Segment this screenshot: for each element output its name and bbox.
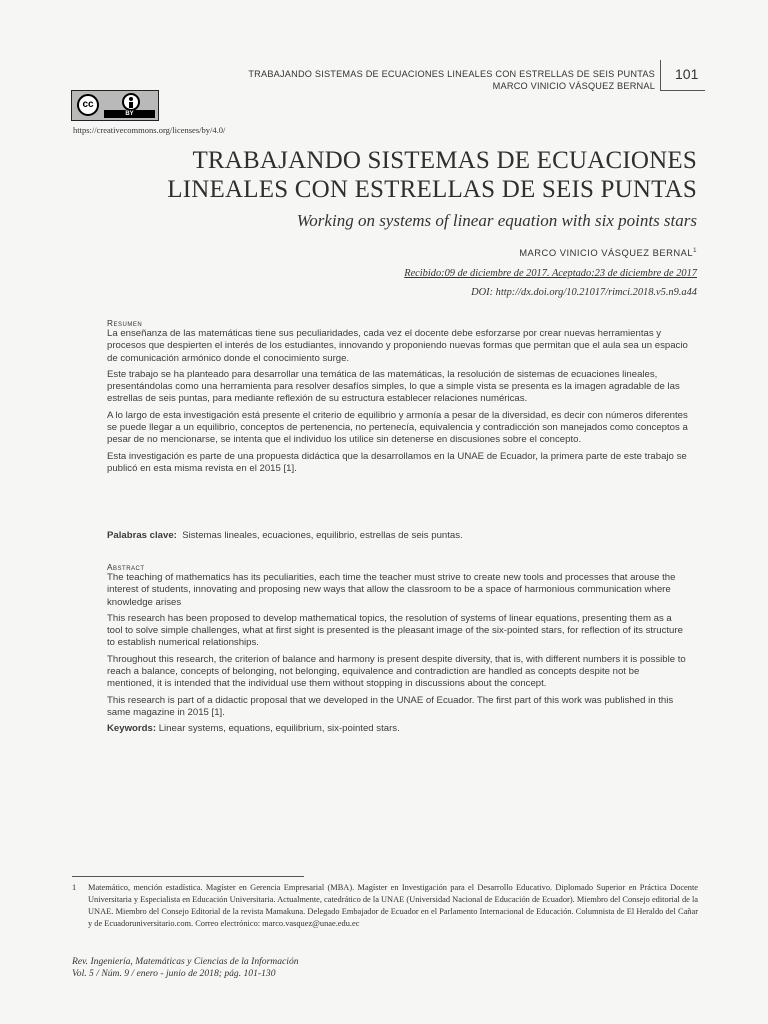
keywords-text: Linear systems, equations, equilibrium, six-pointed stars. [158, 723, 400, 735]
author-footnote-mark: 1 [693, 247, 697, 254]
author-name: MARCO VINICIO VÁSQUEZ BERNAL [519, 247, 694, 258]
article-title-line-2: LINEALES CON ESTRELLAS DE SEIS PUNTAS [167, 176, 697, 203]
abstract-heading: Abstract [107, 562, 145, 572]
footnote-text: Matemático, mención estadística. Magíster en Gerencia Empresarial (MBA). Magíster en Investigación para el Desarrollo Educativo. Diplomado Superior en Práctica Docente Universitaria y Especialista en Educación Universitaria. Actualmente, catedrático de la UNAE (Universidad Nacional de Educación de Ecuador). Miembro del Consejo editorial de la UNAE. Miembro del Consejo Editorial de la revista Mamakuna. Delegado Embajador de Ecuador en el Parlamento Internacional de Educación. Columnista de El Heraldo del Cañar y de Ecuadoruniversitario.com. Correo electrónico: marco.vasquez@unae.edu.ec [88, 883, 698, 928]
keywords-label: Keywords: [107, 723, 157, 735]
by-label: BY [104, 110, 155, 118]
license-url-link[interactable]: https://creativecommons.org/licenses/by/4.0/ [73, 125, 226, 135]
abstract-paragraph: The teaching of mathematics has its peculiarities, each time the teacher must strive to create new tools and processes that arouse the interest of students, innovating and proposing new ways that allow the classroom to be a space of harmonious communication where knowledge arises [107, 572, 676, 608]
received-accepted-dates: Recibido:09 de diciembre de 2017. Aceptado:23 de diciembre de 2017 [404, 268, 697, 279]
footnote [72, 882, 698, 930]
page-number: 101 [675, 66, 699, 82]
journal-citation [72, 956, 299, 980]
article-title-english: Working on systems of linear equation with six points stars [296, 211, 697, 230]
resumen-paragraph: Esta investigación es parte de una propuesta didáctica que la desarrollamos en la UNAE de Ecuador, la primera parte de este trabajo se publicó en esta misma revista en el 2015 [1]. [107, 450, 687, 474]
palabras-clave-text: Sistemas lineales, ecuaciones, equilibrio, estrellas de seis puntas. [182, 530, 463, 541]
cc-icon: cc [77, 94, 99, 116]
attribution-person-icon [122, 93, 140, 111]
article-title [100, 146, 697, 204]
palabras-clave [107, 530, 689, 541]
author-line [519, 247, 697, 258]
resumen-paragraph: A lo largo de esta investigación está presente el criterio de equilibrio y armonía a pesar de la diversidad, es decir con números diferentes se puede llegar a un equilibrio, conceptos de pertenencia, no pertenecía, equivalencia y contradicción son manejados como conceptos a pesar de no mencionarse, se intenta que el individuo los utilice sin detenerse en discusiones sobre el concepto. [107, 409, 688, 446]
running-head-title: TRABAJANDO SISTEMAS DE ECUACIONES LINEALES CON ESTRELLAS DE SEIS PUNTAS [248, 69, 655, 79]
article-title-line-1: TRABAJANDO SISTEMAS DE ECUACIONES [192, 147, 697, 174]
abstract-paragraph: This research has been proposed to develop mathematical topics, the resolution of systems of linear equations, presenting them as a tool to solve simple challenges, what at first sight is presented is the pleasant image of the six-pointed stars, for reflection of its structure to establish numerical relationships. [107, 612, 683, 649]
abstract-paragraph: This research is part of a didactic proposal that we developed in the UNAE of Ecuador. The first part of this work was published in this same magazine in 2015 [1]. [107, 694, 674, 718]
resumen-heading: Resumen [107, 318, 143, 328]
running-head [248, 68, 655, 92]
doi-link[interactable]: DOI: http://dx.doi.org/10.21017/rimci.2018.v5.n9.a44 [471, 287, 697, 298]
resumen-section [107, 318, 689, 479]
footnote-divider [72, 876, 304, 877]
abstract-paragraph: Throughout this research, the criterion of balance and harmony is present despite diversity, that is, with different numbers it is possible to reach a balance, concepts of belonging, not belonging, equivalence and contradiction are handled as concepts despite not be mentioned, it is intended that the individual use them without stopping in discussions about the concept. [107, 653, 686, 690]
footnote-number: 1 [72, 883, 77, 892]
abstract-section [107, 562, 689, 734]
page-number-box [660, 60, 705, 91]
cc-by-license-badge[interactable] [71, 90, 159, 121]
journal-volume: Vol. 5 / Núm. 9 / enero - junio de 2018; pág. 101-130 [72, 968, 276, 979]
journal-name: Rev. Ingeniería, Matemáticas y Ciencias de la Información [72, 956, 299, 967]
resumen-paragraph: La enseñanza de las matemáticas tiene sus peculiaridades, cada vez el docente debe esforzarse por crear nuevas herramientas y procesos que despierten el interés de los estudiantes, innovando y proponiendo nuevas formas que permitan que el aula sea un espacio de comunicación armónico donde el conocimiento surge. [107, 328, 688, 364]
resumen-paragraph: Este trabajo se ha planteado para desarrollar una temática de las matemáticas, la resolución de sistemas de ecuaciones lineales, presentándolas como una herramienta para resolver desafíos simples, lo que a simple vista se presenta es la imagen agradable de las estrellas de seis puntas, para mediante reflexión de su estructura establecer relaciones numéricas. [107, 368, 680, 405]
palabras-clave-label: Palabras clave: [107, 530, 177, 541]
running-head-author: MARCO VINICIO VÁSQUEZ BERNAL [492, 81, 655, 91]
